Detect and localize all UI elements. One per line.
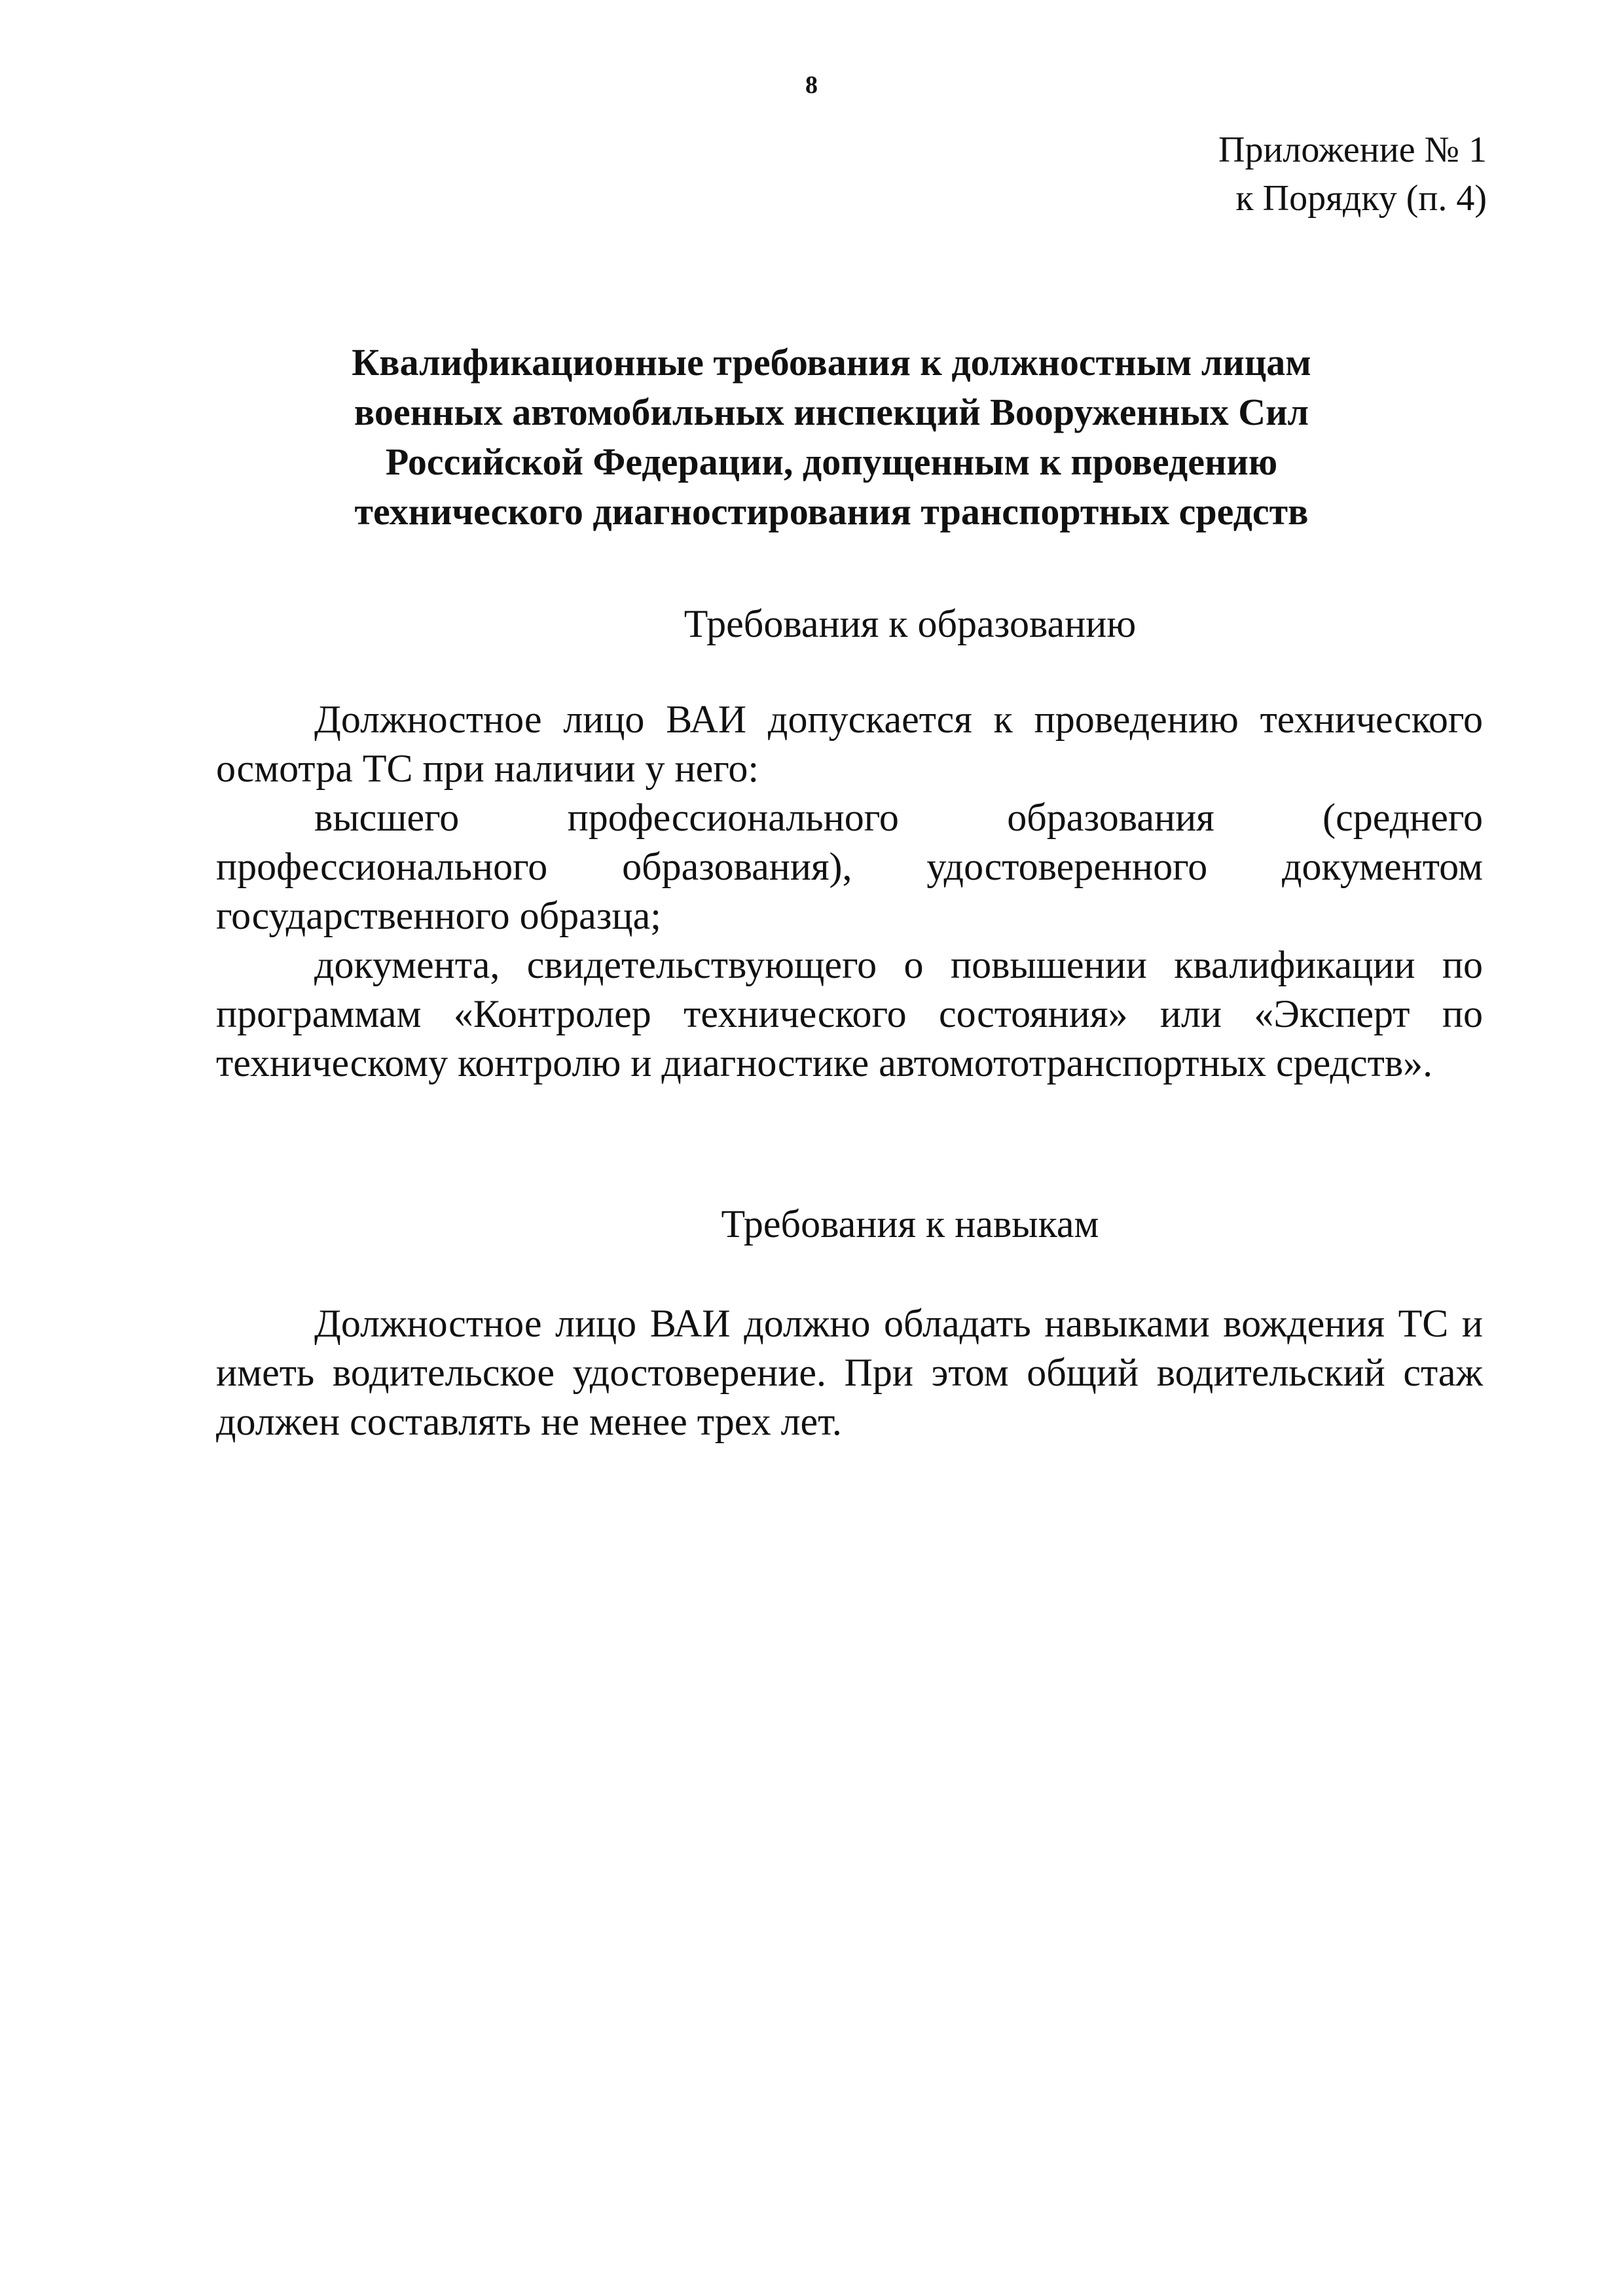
appendix-line-2: к Порядку (п. 4) xyxy=(1235,178,1487,219)
skills-body xyxy=(216,1299,1483,1446)
title-line-2: военных автомобильных инспекций Вооруженных Сил xyxy=(354,391,1309,433)
title-line-4: технического диагностирования транспортных средств xyxy=(354,490,1309,533)
document-title xyxy=(196,338,1467,537)
education-body xyxy=(216,695,1483,1088)
education-paragraph: документа, свидетельствующего о повышении квалификации по программам «Контролер технического состояния» или «Эксперт по техническому контролю и диагностике автомототранспортных средств». xyxy=(216,943,1483,1085)
page-number: 8 xyxy=(805,71,818,99)
education-paragraph: Должностное лицо ВАИ допускается к проведению технического осмотра ТС при наличии у него: xyxy=(216,698,1483,790)
appendix-line-1: Приложение № 1 xyxy=(1218,130,1487,170)
education-paragraph: высшего профессионального образования (среднего профессионального образования), удостоверенного документом государственного образца; xyxy=(216,796,1483,937)
skills-paragraph: Должностное лицо ВАИ должно обладать навыками вождения ТС и иметь водительское удостоверение. При этом общий водительский стаж должен составлять не менее трех лет. xyxy=(216,1302,1483,1443)
skills-heading: Требования к навыкам xyxy=(721,1202,1099,1246)
title-line-1: Квалификационные требования к должностным лицам xyxy=(352,341,1311,384)
title-line-3: Российской Федерации, допущенным к проведению xyxy=(385,440,1278,483)
appendix-note xyxy=(1218,126,1487,223)
education-heading: Требования к образованию xyxy=(684,602,1137,645)
